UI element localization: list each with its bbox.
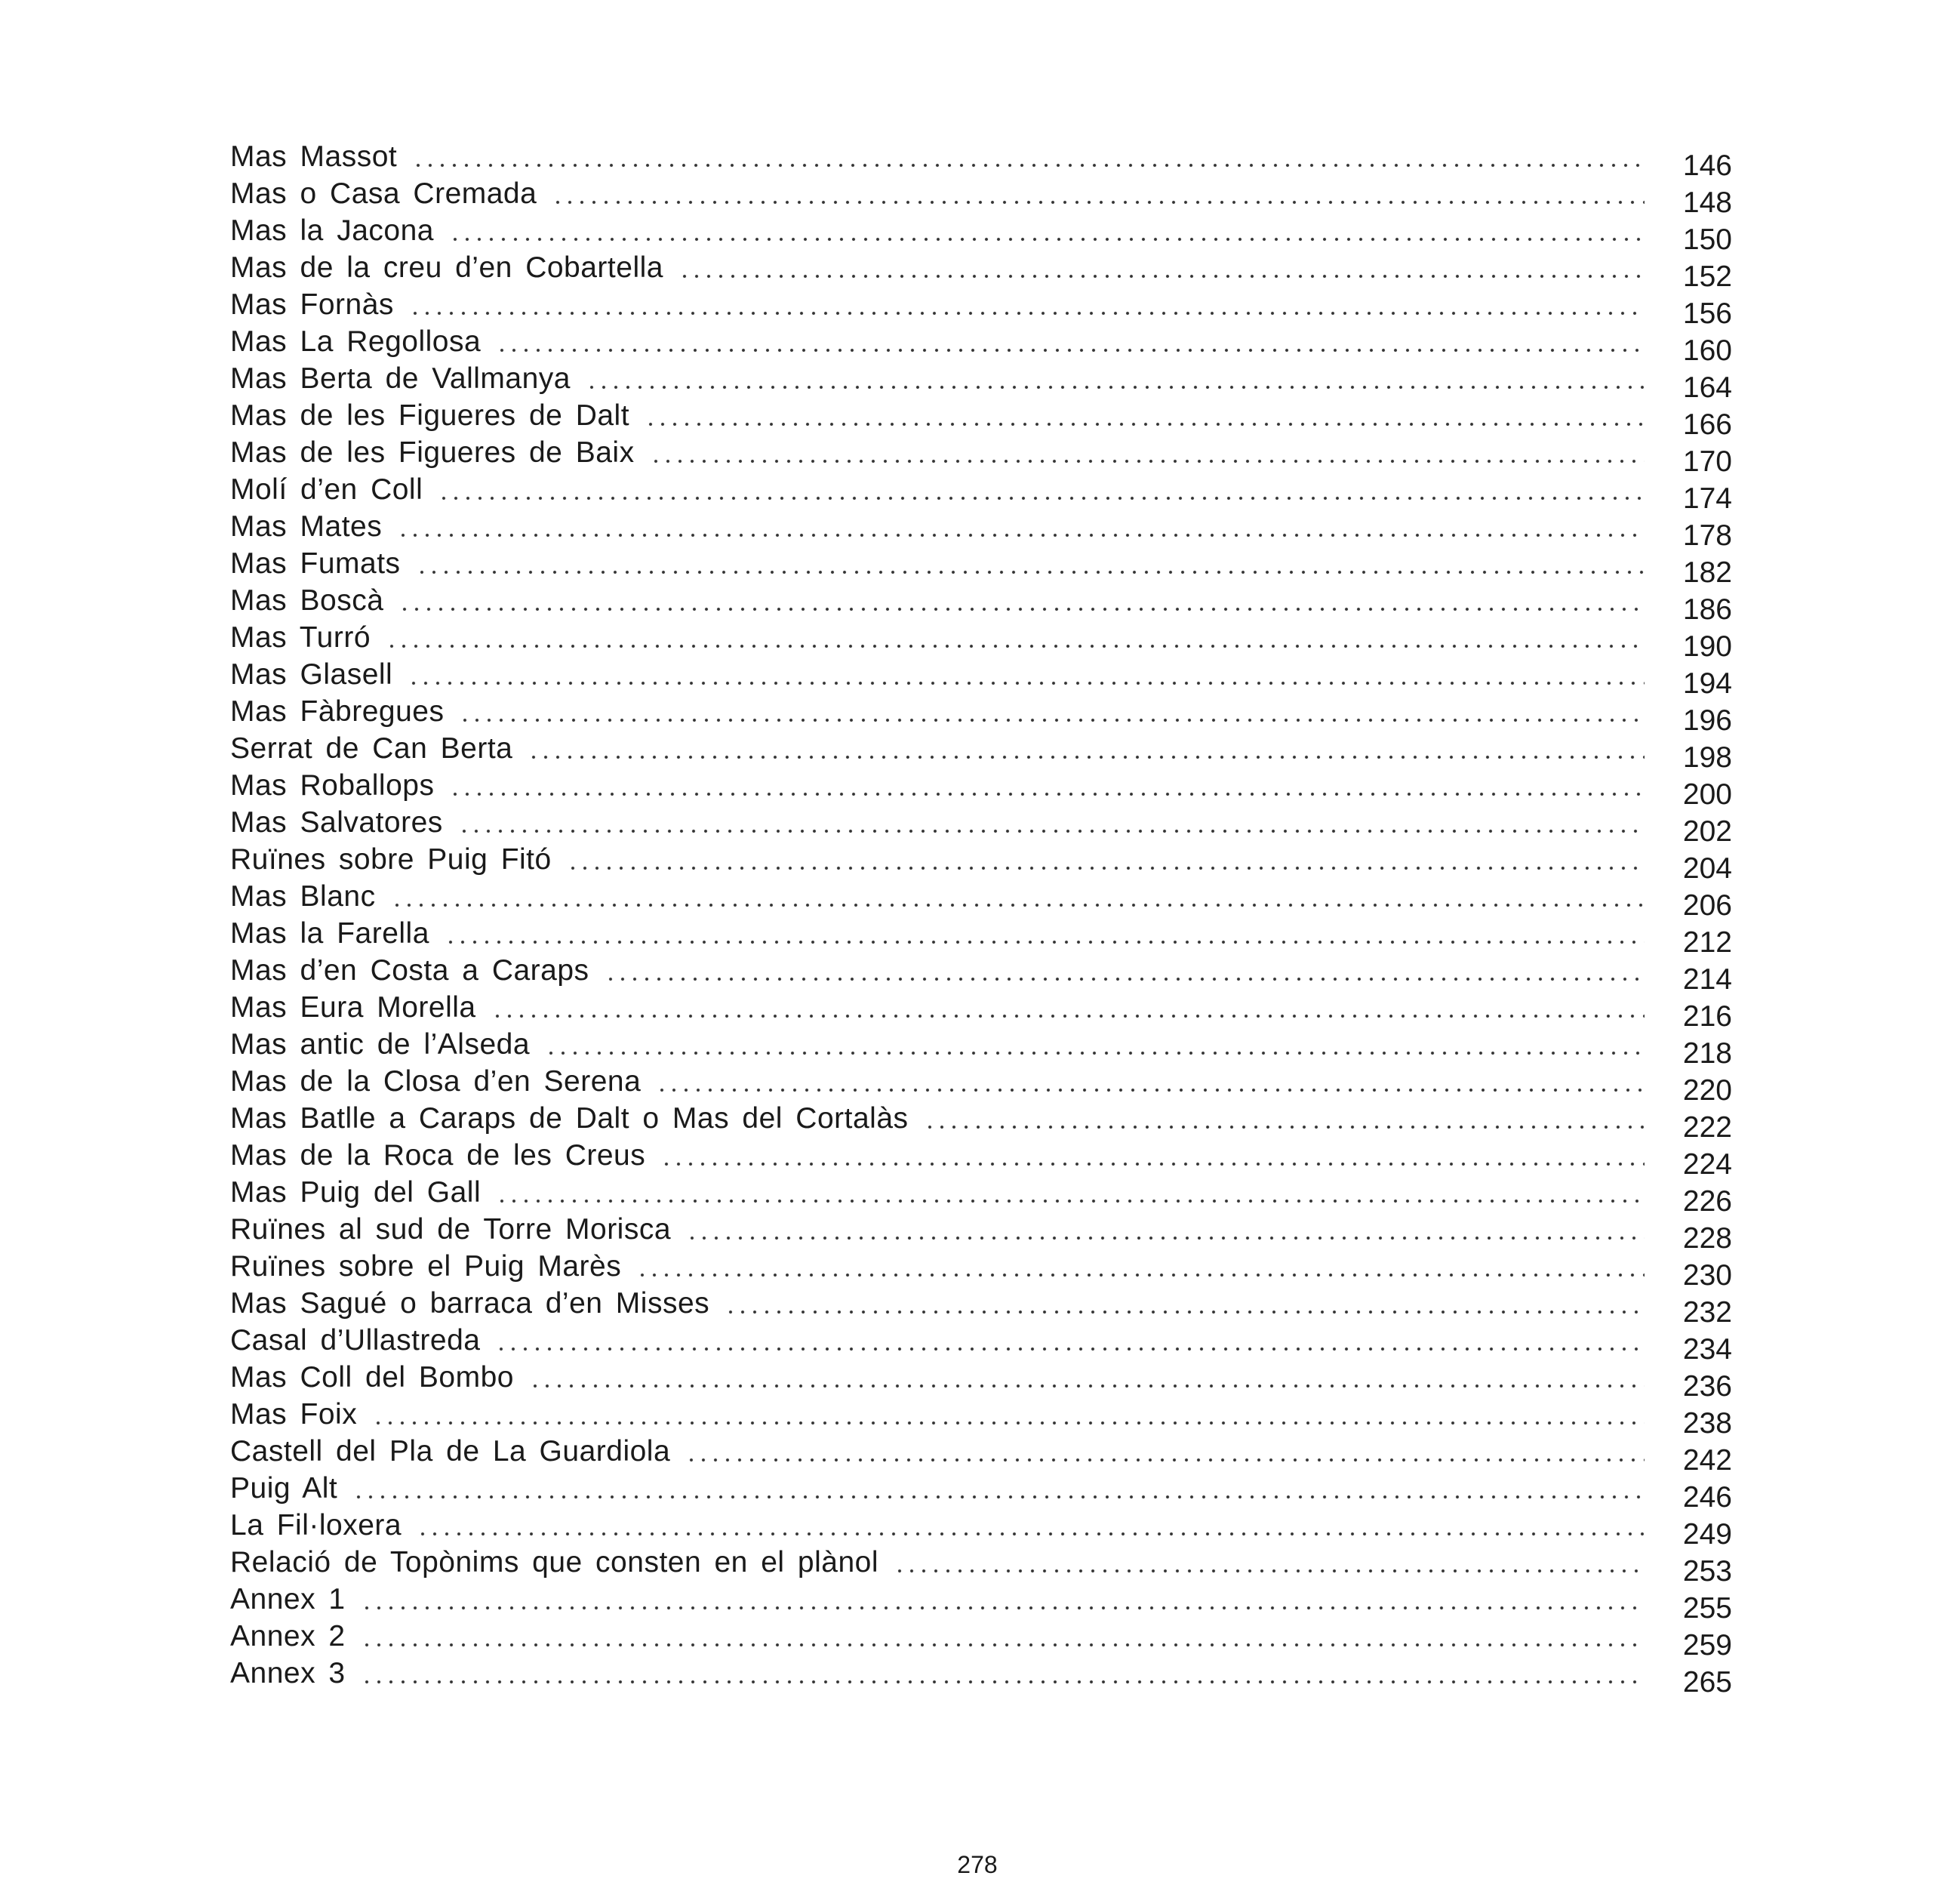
dot-leader [491, 1014, 1645, 1018]
toc-entry-title: Mas Boscà [230, 584, 384, 617]
toc-entry-page: 198 [1682, 741, 1732, 774]
toc-entry-title: Mas Coll del Bombo [230, 1361, 514, 1394]
toc-entry [230, 732, 1732, 774]
toc-entry-page: 259 [1682, 1629, 1732, 1662]
toc-entry-title: Mas Glasell [230, 658, 393, 691]
toc-entry-title: Casal d’Ullastreda [230, 1324, 481, 1357]
toc-entry-title: Mas Fàbregues [230, 695, 445, 728]
dot-leader [656, 1088, 1645, 1092]
dot-leader [398, 607, 1645, 611]
dot-leader [496, 348, 1645, 353]
toc-entry-page: 204 [1682, 852, 1732, 885]
toc-entry-page: 255 [1682, 1592, 1732, 1625]
toc-entry [230, 436, 1732, 478]
dot-leader [449, 792, 1645, 796]
toc-entry [230, 695, 1732, 737]
toc-entry [230, 1472, 1732, 1514]
toc-entry-page: 166 [1682, 408, 1732, 441]
table-of-contents [230, 140, 1732, 1699]
toc-entry-page: 152 [1682, 260, 1732, 293]
toc-entry-page: 224 [1682, 1148, 1732, 1181]
toc-entry-title: Mas La Regollosa [230, 325, 482, 358]
toc-entry-title: Mas la Jacona [230, 214, 434, 247]
dot-leader [685, 1458, 1645, 1462]
toc-entry-title: Mas d’en Costa a Caraps [230, 954, 589, 987]
dot-leader [650, 459, 1645, 464]
toc-entry [230, 880, 1732, 922]
toc-entry [230, 1361, 1732, 1403]
toc-entry-page: 220 [1682, 1074, 1732, 1107]
dot-leader [495, 1347, 1645, 1351]
toc-entry [230, 325, 1732, 367]
toc-entry-title: Ruïnes sobre Puig Fitó [230, 843, 552, 876]
toc-entry-page: 200 [1682, 778, 1732, 811]
dot-leader [459, 718, 1645, 722]
dot-leader [605, 977, 1645, 981]
dot-leader [361, 1606, 1645, 1610]
toc-entry [230, 1102, 1732, 1144]
toc-entry [230, 917, 1732, 959]
toc-entry [230, 806, 1732, 848]
toc-entry-page: 148 [1682, 186, 1732, 219]
toc-entry-title: Annex 1 [230, 1583, 346, 1615]
toc-entry-title: Mas Massot [230, 140, 398, 173]
toc-entry [230, 177, 1732, 219]
toc-entry-page: 226 [1682, 1185, 1732, 1218]
toc-entry-page: 182 [1682, 556, 1732, 589]
dot-leader [678, 274, 1645, 279]
dot-leader [438, 496, 1645, 501]
dot-leader [686, 1236, 1645, 1240]
toc-entry-title: Molí d’en Coll [230, 473, 423, 506]
toc-entry-page: 234 [1682, 1333, 1732, 1366]
toc-entry-page: 236 [1682, 1370, 1732, 1403]
toc-entry-page: 232 [1682, 1296, 1732, 1329]
toc-entry [230, 1250, 1732, 1292]
toc-entry-title: Annex 3 [230, 1657, 346, 1689]
dot-leader [660, 1162, 1645, 1166]
toc-entry-page: 218 [1682, 1037, 1732, 1070]
toc-entry-page: 206 [1682, 889, 1732, 922]
dot-leader [372, 1421, 1645, 1425]
dot-leader [386, 644, 1645, 648]
toc-entry-page: 190 [1682, 630, 1732, 663]
dot-leader [408, 681, 1645, 685]
toc-entry-title: Annex 2 [230, 1620, 346, 1652]
dot-leader [391, 903, 1645, 907]
toc-entry [230, 1287, 1732, 1329]
toc-entry-page: 170 [1682, 445, 1732, 478]
dot-leader [924, 1125, 1645, 1129]
toc-entry-page: 156 [1682, 297, 1732, 330]
dot-leader [412, 163, 1645, 168]
toc-entry [230, 473, 1732, 515]
toc-entry-title: Mas de la Roca de les Creus [230, 1139, 646, 1172]
dot-leader [458, 829, 1645, 833]
toc-entry-title: Mas de la Closa d’en Serena [230, 1065, 642, 1098]
toc-entry-page: 202 [1682, 815, 1732, 848]
toc-entry [230, 621, 1732, 663]
toc-entry-title: Mas Berta de Vallmanya [230, 362, 571, 395]
toc-entry-title: Mas Blanc [230, 880, 376, 913]
dot-leader [445, 940, 1645, 944]
toc-entry [230, 288, 1732, 330]
toc-entry-title: Serrat de Can Berta [230, 732, 513, 765]
toc-entry-title: Mas de les Figueres de Baix [230, 436, 635, 469]
toc-entry-page: 174 [1682, 482, 1732, 515]
toc-entry-page: 238 [1682, 1407, 1732, 1440]
toc-entry [230, 954, 1732, 996]
toc-entry-title: Mas Eura Morella [230, 991, 476, 1024]
dot-leader [545, 1051, 1645, 1055]
toc-entry [230, 214, 1732, 256]
dot-leader [552, 200, 1645, 205]
toc-entry-title: Mas de les Figueres de Dalt [230, 399, 630, 432]
toc-entry-title: Mas Foix [230, 1398, 358, 1431]
toc-entry [230, 251, 1732, 293]
toc-entry-title: Mas Fornàs [230, 288, 394, 321]
toc-entry [230, 769, 1732, 811]
dot-leader [567, 866, 1645, 870]
toc-entry-page: 246 [1682, 1481, 1732, 1514]
dot-leader [409, 311, 1645, 316]
dot-leader [416, 570, 1645, 574]
toc-entry [230, 991, 1732, 1033]
dot-leader [352, 1495, 1645, 1499]
dot-leader [361, 1680, 1645, 1684]
toc-entry-title: La Fil·loxera [230, 1509, 402, 1542]
toc-entry-title: Mas Turró [230, 621, 371, 654]
toc-entry [230, 1583, 1732, 1625]
toc-entry [230, 1398, 1732, 1440]
toc-entry [230, 547, 1732, 589]
toc-entry-page: 265 [1682, 1666, 1732, 1699]
toc-entry [230, 658, 1732, 700]
toc-entry [230, 140, 1732, 182]
toc-entry-title: Mas la Farella [230, 917, 429, 950]
toc-entry [230, 1546, 1732, 1588]
toc-entry [230, 1139, 1732, 1181]
toc-entry [230, 399, 1732, 441]
toc-entry-title: Mas Fumats [230, 547, 401, 580]
toc-entry-page: 196 [1682, 704, 1732, 737]
toc-entry-title: Ruïnes sobre el Puig Marès [230, 1250, 622, 1283]
toc-entry-page: 212 [1682, 926, 1732, 959]
toc-entry [230, 843, 1732, 885]
dot-leader [645, 422, 1645, 427]
toc-entry [230, 1324, 1732, 1366]
toc-entry-title: Mas Sagué o barraca d’en Misses [230, 1287, 710, 1320]
dot-leader [361, 1643, 1645, 1647]
toc-entry [230, 1435, 1732, 1477]
toc-entry-page: 228 [1682, 1222, 1732, 1255]
dot-leader [496, 1199, 1645, 1203]
toc-entry-title: Mas Mates [230, 510, 383, 543]
toc-entry-page: 214 [1682, 963, 1732, 996]
toc-entry-title: Castell del Pla de La Guardiola [230, 1435, 671, 1468]
toc-entry-title: Mas Batlle a Caraps de Dalt o Mas del Cortalàs [230, 1102, 909, 1135]
dot-leader [528, 755, 1645, 759]
toc-entry-page: 194 [1682, 667, 1732, 700]
toc-entry-page: 164 [1682, 371, 1732, 404]
toc-entry [230, 1620, 1732, 1662]
toc-entry-page: 150 [1682, 223, 1732, 256]
toc-entry-title: Mas Roballops [230, 769, 435, 802]
dot-leader [397, 533, 1645, 537]
toc-entry-title: Mas antic de l’Alseda [230, 1028, 531, 1061]
toc-entry-title: Mas Salvatores [230, 806, 443, 839]
toc-entry-page: 249 [1682, 1518, 1732, 1551]
toc-entry-page: 146 [1682, 149, 1732, 182]
dot-leader [417, 1532, 1645, 1536]
page-number: 278 [957, 1851, 998, 1878]
toc-entry [230, 510, 1732, 552]
toc-entry [230, 1028, 1732, 1070]
toc-entry [230, 1065, 1732, 1107]
dot-leader [894, 1569, 1645, 1573]
toc-entry [230, 584, 1732, 626]
toc-entry-page: 178 [1682, 519, 1732, 552]
toc-entry-page: 253 [1682, 1555, 1732, 1588]
toc-entry-page: 186 [1682, 593, 1732, 626]
dot-leader [529, 1384, 1645, 1388]
toc-entry [230, 1213, 1732, 1255]
toc-entry-page: 222 [1682, 1111, 1732, 1144]
toc-entry-title: Puig Alt [230, 1472, 338, 1505]
toc-entry-page: 160 [1682, 334, 1732, 367]
toc-entry-title: Mas de la creu d’en Cobartella [230, 251, 663, 284]
toc-entry [230, 1509, 1732, 1551]
toc-entry-title: Mas o Casa Cremada [230, 177, 537, 210]
toc-entry-page: 230 [1682, 1259, 1732, 1292]
toc-entry-title: Ruïnes al sud de Torre Morisca [230, 1213, 672, 1246]
dot-leader [636, 1273, 1645, 1277]
toc-entry [230, 362, 1732, 404]
dot-leader [725, 1310, 1645, 1314]
toc-entry-page: 242 [1682, 1444, 1732, 1477]
toc-entry-title: Relació de Topònims que consten en el plànol [230, 1546, 878, 1579]
toc-entry-title: Mas Puig del Gall [230, 1176, 482, 1209]
toc-entry-page: 216 [1682, 1000, 1732, 1033]
dot-leader [586, 385, 1645, 390]
toc-entry [230, 1657, 1732, 1699]
toc-entry [230, 1176, 1732, 1218]
dot-leader [449, 237, 1645, 242]
